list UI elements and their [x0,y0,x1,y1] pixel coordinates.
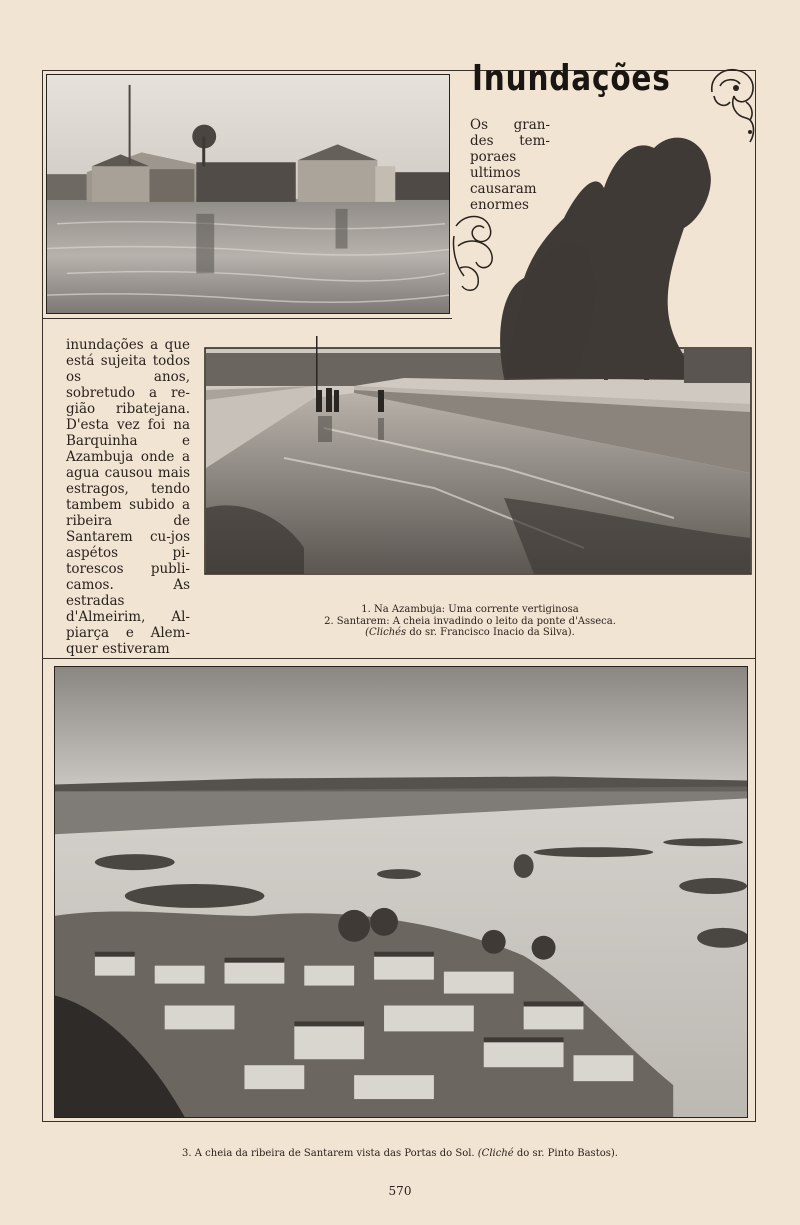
credit-author: do sr. Francisco Inacio da Silva). [409,627,575,638]
caption-photo-3-main: 3. A cheia da ribeira de Santarem vista das Portas do Sol. [182,1148,475,1159]
credit-cliches-word: (Clichés [365,627,407,638]
horizontal-rule [42,658,756,659]
photo-santarem-bridge [204,128,752,576]
caption-credit [300,627,640,639]
page-number: 570 [388,1184,412,1198]
article-body-text: inundações a que está sujeita todos os anos, sobretudo a re-gião ribatejana. D'esta vez foi na Barquinha e Azambuja onde a agua causou mais estragos, tendo tambem subido a ribeira de Santarem cu-jos aspétos pi-torescos publi-camos. As estradas d'Almeirim, Al-piarça e Alem-quer estiveram [66,337,190,657]
caption-photo-3-credit: do sr. Pinto Bastos). [516,1148,618,1159]
caption-photos-1-2 [300,604,640,639]
photo-santarem-panorama [54,666,748,1118]
caption-photo-2: 2. Santarem: A cheia invadindo o leito da ponte d'Asseca. [324,615,616,627]
article-lead-text: Os gran-des tem-poraes ultimos causaram enormes [470,117,550,213]
caption-photo-3-cliche-word: (Cliché [477,1148,514,1159]
article-title: Inundações [472,58,671,99]
caption-photo-3 [60,1148,740,1159]
caption-photo-1: 1. Na Azambuja: Uma corrente vertiginosa [361,604,579,615]
